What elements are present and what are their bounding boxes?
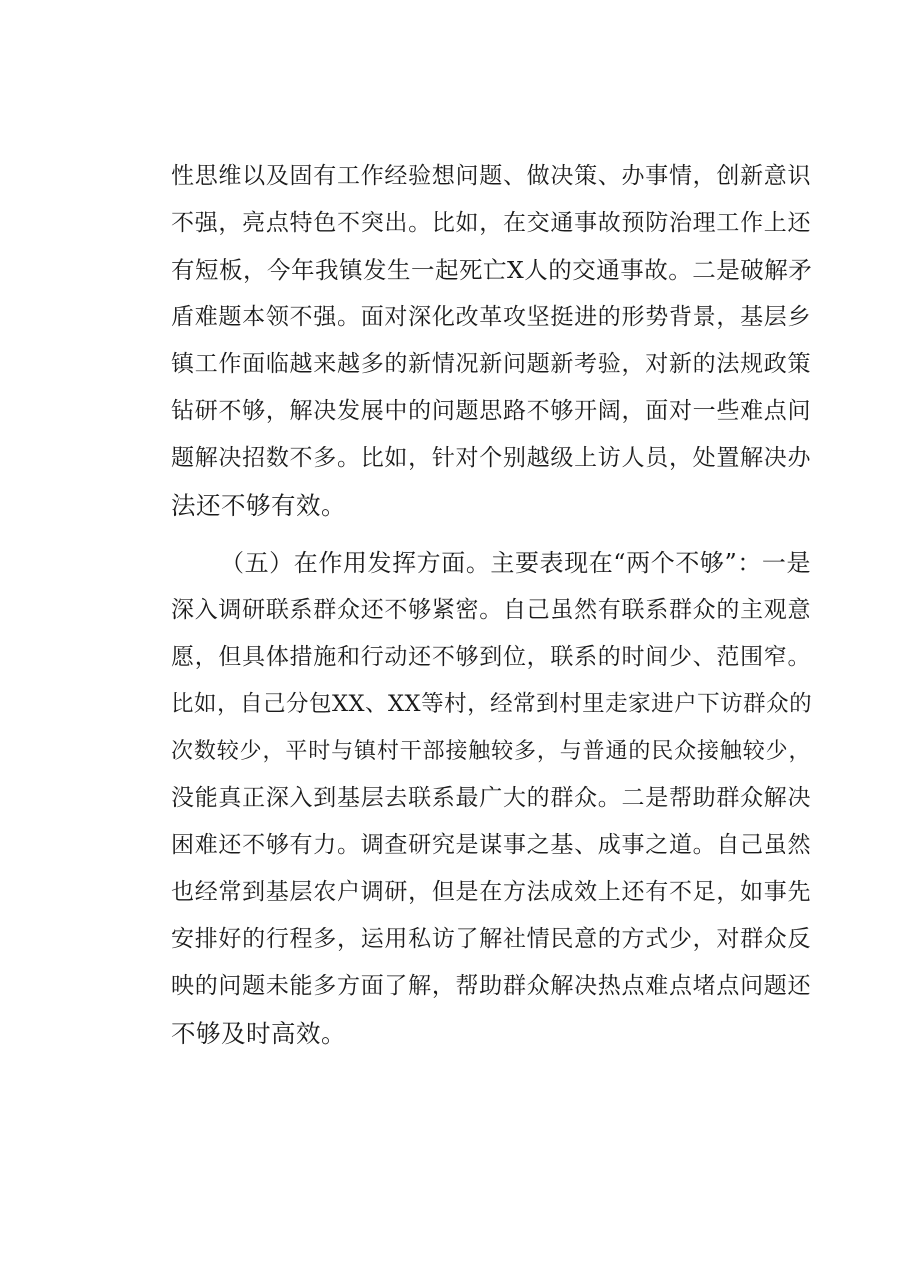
text-line-indented: （五）在作用发挥方面。主要表现在“两个不够”：一是: [220, 549, 811, 577]
text-line: 也经常到基层农户调研，但是在方法成效上还有不足，如事先: [171, 879, 811, 905]
text-line: 不强，亮点特色不突出。比如，在交通事故预防治理工作上还: [171, 210, 811, 236]
text-line: 映的问题未能多方面了解，帮助群众解决热点难点堵点问题还: [171, 973, 811, 999]
text-line: 比如，自己分包XX、XX等村，经常到村里走家进户下访群众的: [171, 691, 813, 717]
text-line: 盾难题本领不强。面对深化改革攻坚挺进的形势背景，基层乡: [171, 304, 811, 330]
text-line: 深入调研联系群众还不够紧密。自己虽然有联系群众的主观意: [171, 597, 811, 623]
text-line: 钻研不够，解决发展中的问题思路不够开阔，面对一些难点问: [171, 398, 811, 424]
text-line: 性思维以及固有工作经验想问题、做决策、办事情，创新意识: [171, 163, 811, 189]
text-line: 困难还不够有力。调查研究是谋事之基、成事之道。自己虽然: [171, 832, 811, 858]
paragraph-1: [171, 153, 811, 529]
text-line: 次数较少，平时与镇村干部接触较多，与普通的民众接触较少，: [171, 739, 811, 764]
text-line: 有短板，今年我镇发生一起死亡X人的交通事故。二是破解矛: [171, 256, 813, 284]
text-line: 不够及时高效。: [171, 1019, 346, 1048]
text-line: 没能真正深入到基层去联系最广大的群众。二是帮助群众解决: [171, 785, 811, 811]
text-line: 题解决招数不多。比如，针对个别越级上访人员，处置解决办: [171, 445, 811, 471]
text-line: 法还不够有效。: [171, 491, 346, 520]
text-line: 安排好的行程多，运用私访了解社情民意的方式少，对群众反: [171, 926, 811, 952]
paragraph-2: [171, 540, 811, 1057]
text-line: 镇工作面临越来越多的新情况新问题新考验，对新的法规政策: [171, 351, 811, 377]
text-line: 愿，但具体措施和行动还不够到位，联系的时间少、范围窄。: [171, 644, 811, 670]
